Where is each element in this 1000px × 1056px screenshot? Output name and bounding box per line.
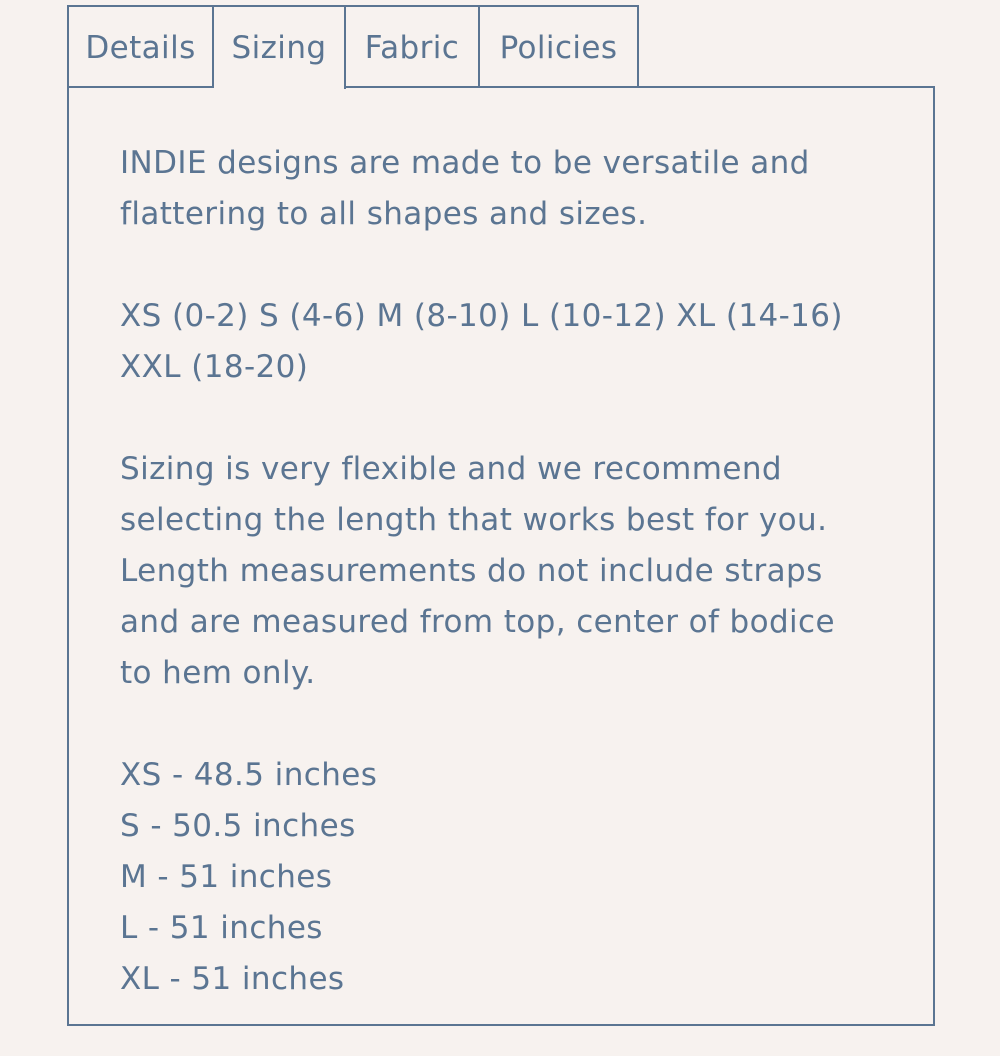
sizing-note-line: to hem only.: [120, 655, 316, 691]
sizing-note-line: Length measurements do not include straps: [120, 553, 823, 589]
sizing-note-line: and are measured from top, center of bodice: [120, 604, 835, 640]
length-list: [120, 750, 880, 1005]
length-item-s: S - 50.5 inches: [120, 808, 356, 844]
length-item-m: M - 51 inches: [120, 859, 333, 895]
sizing-content: [120, 138, 880, 1056]
sizing-note-line: selecting the length that works best for you.: [120, 502, 828, 538]
tab-bar: [67, 5, 639, 89]
sizing-intro-line: flattering to all shapes and sizes.: [120, 196, 648, 232]
size-range-line: XS (0-2) S (4-6) M (8-10) L (10-12) XL (14-16): [120, 298, 843, 334]
tab-policies[interactable]: Policies: [480, 5, 639, 88]
sizing-note-line: Sizing is very flexible and we recommend: [120, 451, 782, 487]
sizing-intro-line: INDIE designs are made to be versatile and: [120, 145, 810, 181]
tab-fabric[interactable]: Fabric: [346, 5, 480, 88]
length-item-xs: XS - 48.5 inches: [120, 757, 378, 793]
length-item-xl: XL - 51 inches: [120, 961, 345, 997]
sizing-note: [120, 444, 880, 699]
tab-sizing[interactable]: Sizing: [214, 5, 346, 89]
size-range: [120, 291, 880, 393]
sizing-intro: [120, 138, 880, 240]
tab-details[interactable]: Details: [67, 5, 214, 88]
length-item-l: L - 51 inches: [120, 910, 323, 946]
size-range-line: XXL (18-20): [120, 349, 309, 385]
